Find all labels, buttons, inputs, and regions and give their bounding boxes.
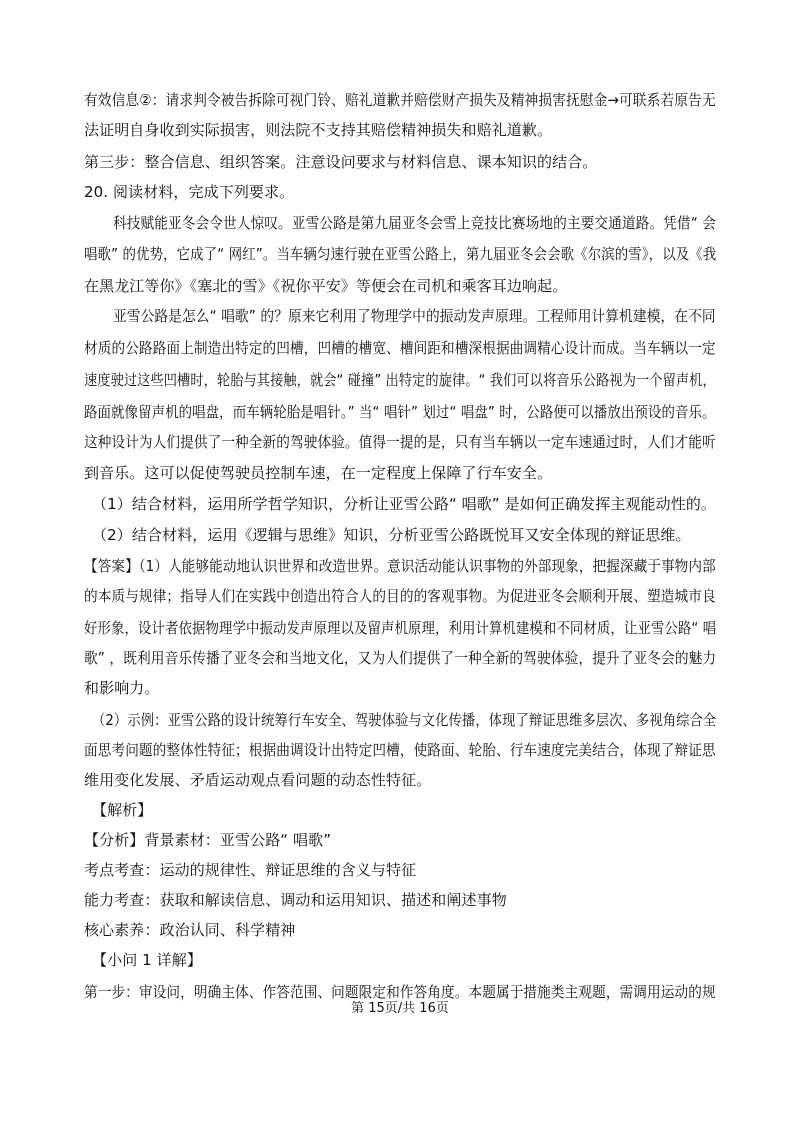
answer-line: 维用变化发展、矛盾运动观点看问题的动态性特征。 [84,771,432,789]
paragraph-line: 路面就像留声机的唱盘，而车辆轮胎是唱针。” 当“ 唱针” 划过“ 唱盘” 时，公路便可以播放出预设的音乐。 [84,403,716,421]
analysis-line: 【分析】背景素材：亚雪公路“ 唱歌” [84,831,332,849]
paragraph-line: 到音乐。这可以促使驾驶员控制车速，在一定程度上保障了行车安全。 [84,464,553,482]
answer-line: 歌” ，既利用音乐传播了亚冬会和当地文化，又为人们提供了一种全新的驾驶体验，提升了亚冬会的魅力 [84,649,717,667]
sub-question-2: （2）结合材料，运用《逻辑与思维》知识，分析亚雪公路既悦耳又安全体现的辩证思维。 [92,526,691,544]
analysis-line: 考点考查：运动的规律性、辩证思维的含义与特征 [84,861,417,879]
answer-line: 【答案】（1）人能够能动地认识世界和改造世界。意识活动能认识事物的外部现象，把握深藏于事物内部 [84,557,716,575]
paragraph-line: 材质的公路路面上制造出特定的凹槽，凹槽的槽宽、槽间距和槽深根据曲调精心设计而成。当车辆以一定 [84,339,716,357]
paragraph-line: 唱歌” 的优势，它成了“ 网红”。当车辆匀速行驶在亚雪公路上，第九届亚冬会会歌《尔滨的雪》，以及《我 [84,245,717,263]
analysis-line: 第一步：审设问，明确主体、作答范围、问题限定和作答角度。本题属于措施类主观题，需调用运动的规 [84,983,716,1001]
sub-question-detail-heading: 【小问 1 详解】 [92,951,202,969]
question-number: 20. 阅读材料，完成下列要求。 [84,183,295,201]
answer-line: 和影响力。 [84,679,160,697]
text-line: 有效信息②：请求判令被告拆除可视门铃、赔礼道歉并赔偿财产损失及精神损害抚慰金→可联系若原告无 [84,91,716,109]
answer-line: （2）示例：亚雪公路的设计统筹行车安全、驾驶体验与文化传播，体现了辩证思维多层次、多视角综合全 [92,711,717,729]
paragraph-line: 在黑龙江等你》《塞北的雪》《祝你平安》等便会在司机和乘客耳边响起。 [84,277,568,295]
text-line: 法证明自身收到实际损害，则法院不支持其赔偿精神损失和赔礼道歉。 [84,121,553,139]
sub-question-1: （1）结合材料，运用所学哲学知识，分析让亚雪公路“ 唱歌” 是如何正确发挥主观能动性的。 [92,495,717,513]
paragraph-line: 速度驶过这些凹槽时，轮胎与其接触，就会“ 碰撞” 出特定的旋律。“ 我们可以将音乐公路视为一个留声机， [84,371,716,389]
analysis-heading: 【解析】 [92,801,153,819]
answer-line: 面思考问题的整体性特征；根据曲调设计出特定凹槽，使路面、轮胎、行车速度完美结合，体现了辩证思 [84,741,716,759]
text-line: 第三步：整合信息、组织答案。注意设问要求与材料信息、课本知识的结合。 [84,153,598,171]
analysis-line: 能力考查：获取和解读信息、调动和运用知识、描述和阐述事物 [84,891,507,909]
analysis-line: 核心素养：政治认同、科学精神 [84,921,296,939]
paragraph-line: 科技赋能亚冬会令世人惊叹。亚雪公路是第九届亚冬会雪上竞技比赛场地的主要交通道路。凭借“ 会 [113,214,717,232]
page-footer: 第 15页/共 16页 [351,1001,449,1016]
answer-line: 好形象，设计者依据物理学中振动发声原理以及留声机原理，利用计算机建模和不同材质，让亚雪公路“ 唱 [84,619,717,637]
answer-line: 的本质与规律；指导人们在实践中创造出符合人的目的的客观事物。为促进亚冬会顺利开展、塑造城市良 [84,587,716,605]
paragraph-line: 这种设计为人们提供了一种全新的驾驶体验。值得一提的是，只有当车辆以一定车速通过时，人们才能听 [84,433,716,451]
paragraph-line: 亚雪公路是怎么“ 唱歌” 的？原来它利用了物理学中的振动发声原理。工程师用计算机建模，在不同 [113,307,716,325]
